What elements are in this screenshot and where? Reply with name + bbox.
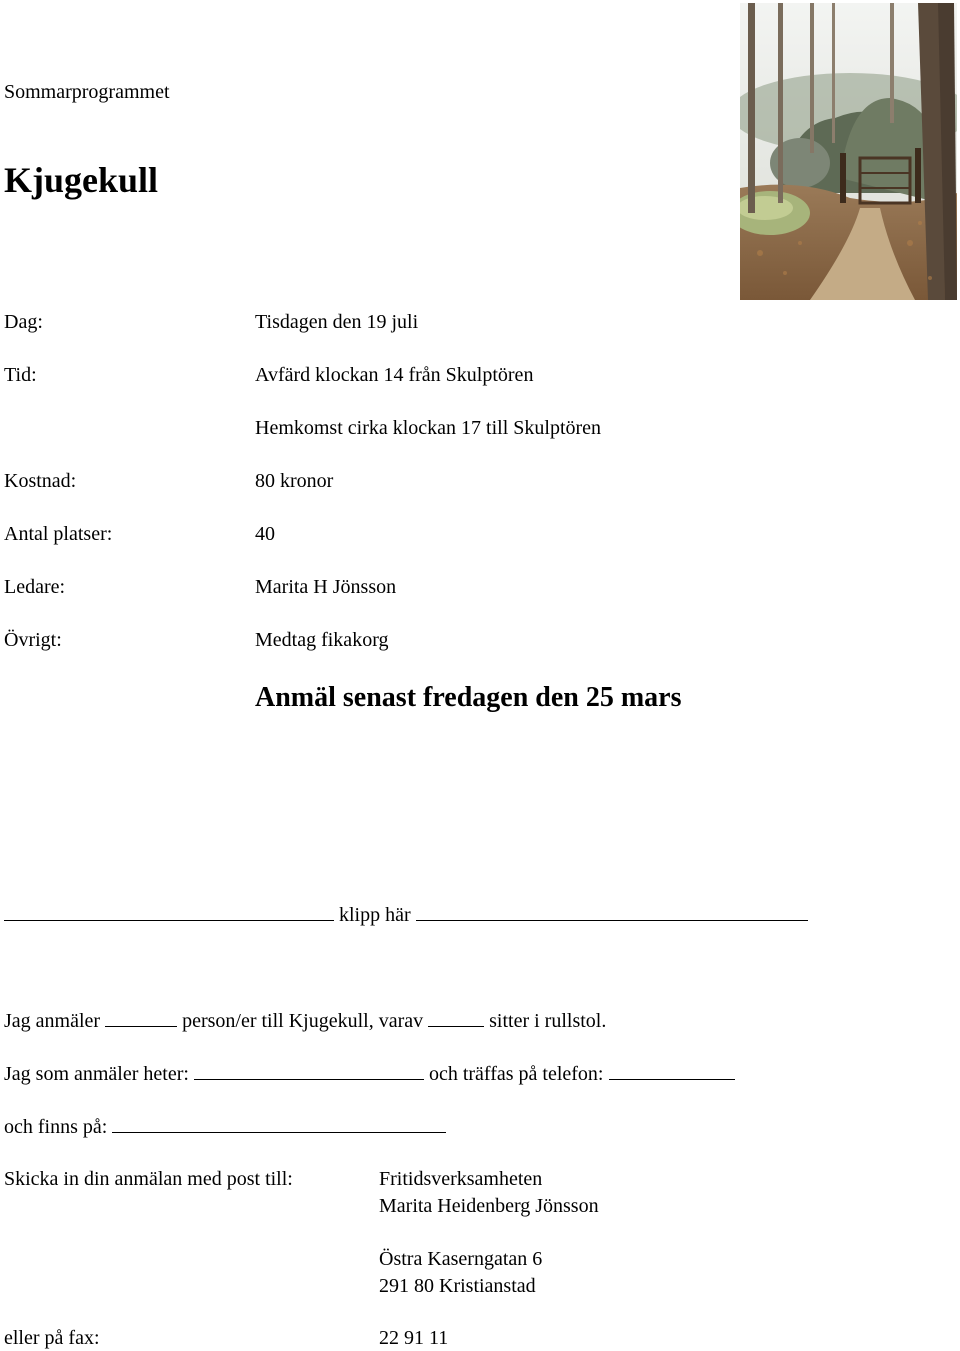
other-label: Övrigt:: [4, 629, 62, 651]
cut-line: [4, 902, 808, 927]
address-line-3: Östra Kaserngatan 6: [379, 1248, 543, 1270]
form-line-1-text-c: sitter i rullstol.: [489, 1010, 607, 1032]
form-line-3-text-a: och finns på:: [4, 1116, 108, 1138]
address-line-4: 291 80 Kristianstad: [379, 1275, 536, 1297]
form-line-1-text-b: person/er till Kjugekull, varav: [182, 1010, 424, 1032]
form-line-2: [4, 1061, 735, 1086]
form-line-2-text-a: Jag som anmäler heter:: [4, 1063, 189, 1085]
cut-line-left: [4, 902, 334, 921]
forest-photo: [740, 3, 957, 300]
form-line-2-text-b: och träffas på telefon:: [428, 1063, 604, 1085]
day-label: Dag:: [4, 311, 43, 333]
send-label: Skicka in din anmälan med post till:: [4, 1168, 293, 1190]
cut-line-right: [416, 902, 808, 921]
time-departure: Avfärd klockan 14 från Skulptören: [255, 364, 534, 386]
fax-label: eller på fax:: [4, 1327, 100, 1349]
registration-deadline: Anmäl senast fredagen den 25 mars: [255, 682, 682, 713]
cost-label: Kostnad:: [4, 470, 77, 492]
wheelchair-count-field[interactable]: [428, 1008, 484, 1027]
seats-label: Antal platser:: [4, 523, 113, 545]
day-value: Tisdagen den 19 juli: [255, 311, 419, 333]
forest-path-image: [740, 3, 957, 300]
form-line-3: [4, 1114, 446, 1139]
address-line-2: Marita Heidenberg Jönsson: [379, 1195, 599, 1217]
other-value: Medtag fikakorg: [255, 629, 389, 651]
form-line-1-text-a: Jag anmäler: [4, 1010, 101, 1032]
leader-value: Marita H Jönsson: [255, 576, 397, 598]
phone-field[interactable]: [609, 1061, 735, 1080]
persons-count-field[interactable]: [105, 1008, 177, 1027]
time-return: Hemkomst cirka klockan 17 till Skulptören: [255, 417, 602, 439]
leader-label: Ledare:: [4, 576, 66, 598]
program-supertitle: Sommarprogrammet: [4, 81, 170, 103]
event-title: Kjugekull: [4, 160, 159, 200]
name-field[interactable]: [194, 1061, 424, 1080]
location-field[interactable]: [112, 1114, 446, 1133]
cut-here-label: klipp här: [339, 904, 411, 926]
form-line-1: [4, 1008, 606, 1033]
time-label: Tid:: [4, 364, 37, 386]
fax-value: 22 91 11: [379, 1327, 449, 1349]
seats-value: 40: [255, 523, 275, 545]
address-line-1: Fritidsverksamheten: [379, 1168, 543, 1190]
cost-value: 80 kronor: [255, 470, 334, 492]
